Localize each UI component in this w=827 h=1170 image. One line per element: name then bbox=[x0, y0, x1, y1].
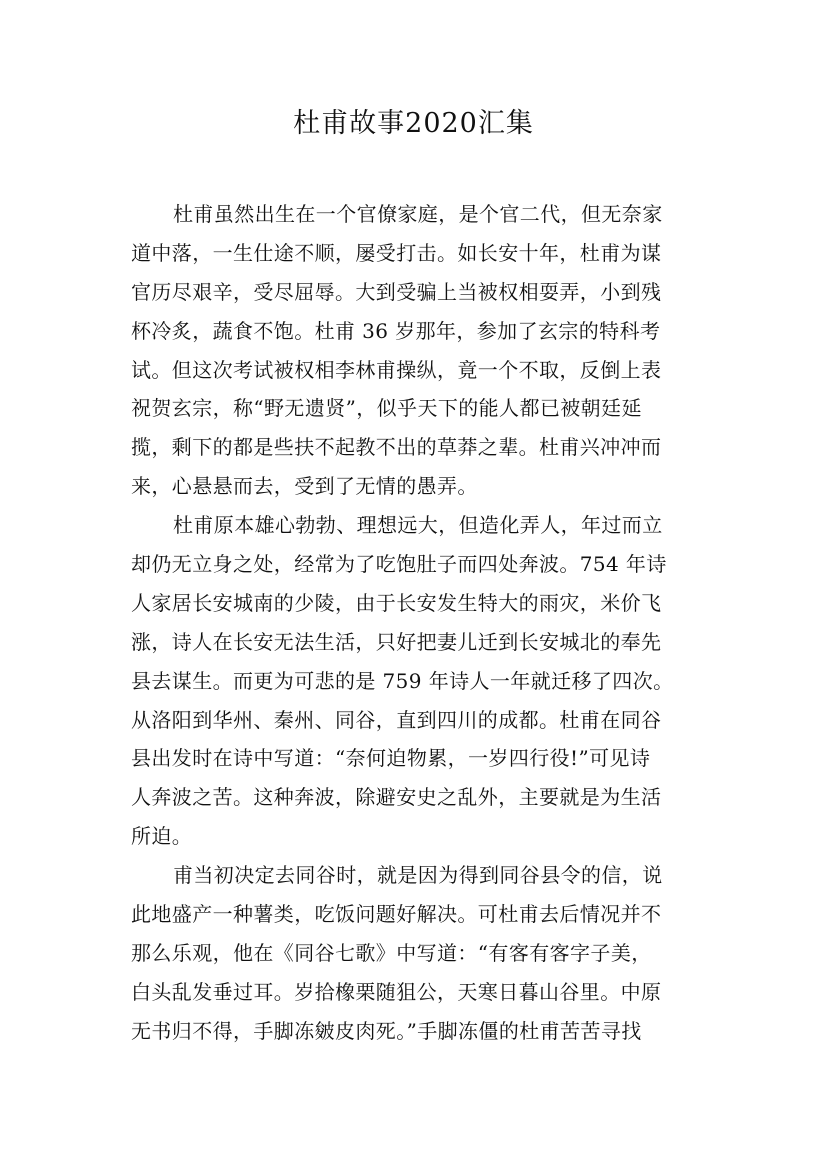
body-text-line: 杜甫原本雄心勃勃、理想远大，但造化弄人，年过而立 bbox=[173, 513, 663, 538]
document-body bbox=[131, 195, 711, 1051]
body-text-line: 人家居长安城南的少陵，由于长安发生特大的雨灾，米价飞 bbox=[131, 590, 662, 615]
body-text-line: 揽，剩下的都是些扶不起教不出的草莽之辈。杜甫兴冲冲而 bbox=[131, 435, 662, 460]
body-text-line: 涨，诗人在长安无法生活，只好把妻儿迁到长安城北的奉先 bbox=[131, 629, 662, 654]
body-text-line: 试。但这次考试被权相李林甫操纵，竟一个不取，反倒上表 bbox=[131, 357, 662, 382]
body-text-line: 白头乱发垂过耳。岁拾橡栗随狙公，天寒日暮山谷里。中原 bbox=[131, 979, 662, 1004]
body-text-line: 那么乐观，他在《同谷七歌》中写道：“有客有客字子美， bbox=[131, 940, 652, 965]
body-text-line: 县出发时在诗中写道：“奈何迫物累，一岁四行役!”可见诗 bbox=[131, 746, 651, 771]
body-text-line: 杯冷炙，蔬食不饱。杜甫 36 岁那年，参加了玄宗的特科考 bbox=[131, 318, 661, 343]
body-text-line: 却仍无立身之处，经常为了吃饱肚子而四处奔波。754 年诗 bbox=[131, 552, 667, 577]
body-text-line: 从洛阳到华州、秦州、同谷，直到四川的成都。杜甫在同谷 bbox=[131, 707, 662, 732]
body-text-line: 道中落，一生仕途不顺，屡受打击。如长安十年，杜甫为谋 bbox=[131, 240, 662, 265]
body-text-line: 无书归不得，手脚冻皴皮肉死。”手脚冻僵的杜甫苦苦寻找 bbox=[131, 1018, 642, 1043]
body-text-line: 甫当初决定去同谷时，就是因为得到同谷县令的信，说 bbox=[173, 863, 663, 888]
body-text-line: 人奔波之苦。这种奔波，除避安史之乱外，主要就是为生活 bbox=[131, 785, 662, 810]
body-text-line: 祝贺玄宗，称“野无遗贤”，似乎天下的能人都已被朝廷延 bbox=[131, 396, 642, 421]
body-text-line: 县去谋生。而更为可悲的是 759 年诗人一年就迁移了四次。 bbox=[131, 668, 674, 693]
body-text-line: 杜甫虽然出生在一个官僚家庭，是个官二代，但无奈家 bbox=[173, 202, 663, 226]
body-text-line: 官历尽艰辛，受尽屈辱。大到受骗上当被权相耍弄，小到残 bbox=[131, 279, 662, 304]
body-text-line: 来，心悬悬而去，受到了无情的愚弄。 bbox=[131, 474, 478, 499]
body-text-line: 所迫。 bbox=[131, 824, 193, 849]
body-text-line: 此地盛产一种薯类，吃饭问题好解决。可杜甫去后情况并不 bbox=[131, 902, 662, 927]
document-title: 杜甫故事2020汇集 bbox=[293, 108, 534, 139]
